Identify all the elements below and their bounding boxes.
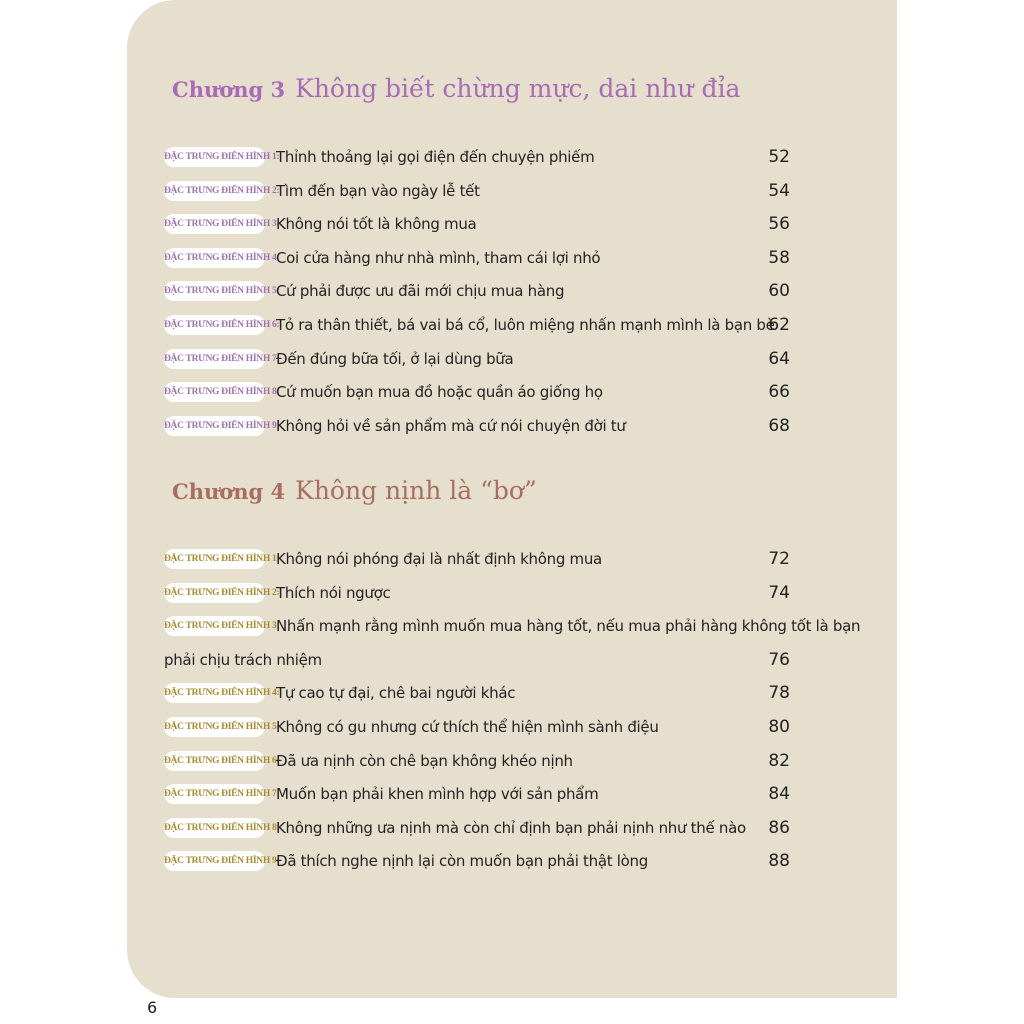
toc-page-number: 84 bbox=[768, 784, 790, 805]
toc-entry bbox=[164, 212, 794, 236]
page-number: 6 bbox=[147, 998, 158, 1017]
toc-entry-title: Cứ phải được ưu đãi mới chịu mua hàng bbox=[276, 282, 565, 301]
toc-entry bbox=[164, 145, 794, 169]
toc-entry-title: Đến đúng bữa tối, ở lại dùng bữa bbox=[276, 349, 514, 368]
toc-page-number: 58 bbox=[768, 247, 790, 268]
chapter-4-number: Chương 4 bbox=[172, 479, 286, 504]
feature-badge: ĐẶC TRƯNG ĐIỂN HÌNH 5: bbox=[164, 281, 265, 301]
toc-entry-title: Không nói phóng đại là nhất định không mua bbox=[276, 550, 602, 568]
toc-page-number: 54 bbox=[768, 180, 790, 201]
toc-entry-title: Thỉnh thoảng lại gọi điện đến chuyện phiếm bbox=[276, 148, 595, 166]
toc-page-number: 82 bbox=[768, 750, 790, 771]
toc-entry bbox=[164, 816, 794, 840]
toc-entry bbox=[164, 547, 794, 571]
toc-entry bbox=[164, 849, 794, 873]
chapter-3-heading bbox=[172, 74, 740, 103]
feature-badge: ĐẶC TRƯNG ĐIỂN HÌNH 8: bbox=[164, 382, 265, 402]
toc-entry-title: Không hỏi về sản phẩm mà cứ nói chuyện đời tư bbox=[276, 416, 626, 435]
feature-badge: ĐẶC TRƯNG ĐIỂN HÌNH 7: bbox=[164, 349, 265, 369]
toc-entry-title: Tự cao tự đại, chê bai người khác bbox=[276, 684, 516, 703]
toc-entry-title: Nhấn mạnh rằng mình muốn mua hàng tốt, nếu mua phải hàng không tốt là bạn bbox=[276, 617, 861, 636]
toc-entry bbox=[164, 681, 794, 705]
toc-entry-title: Không những ưa nịnh mà còn chỉ định bạn phải nịnh như thế nào bbox=[276, 818, 746, 837]
toc-entry-title: Tìm đến bạn vào ngày lễ tết bbox=[276, 181, 480, 200]
feature-badge: ĐẶC TRƯNG ĐIỂN HÌNH 4: bbox=[164, 248, 265, 268]
toc-entry bbox=[164, 347, 794, 371]
toc-entry-title: Không có gu nhưng cứ thích thể hiện mình sành điệu bbox=[276, 718, 659, 736]
chapter-3-title: Không biết chừng mực, dai như đỉa bbox=[295, 74, 741, 103]
toc-page-number: 78 bbox=[768, 683, 790, 704]
toc-entry-title-continued: phải chịu trách nhiệm bbox=[164, 650, 322, 669]
toc-entry bbox=[164, 614, 861, 638]
feature-badge: ĐẶC TRƯNG ĐIỂN HÌNH 1: bbox=[164, 549, 265, 569]
toc-page-number: 60 bbox=[768, 281, 790, 302]
chapter-4-heading bbox=[172, 476, 537, 505]
toc-entry bbox=[164, 380, 794, 404]
toc-page-number: 88 bbox=[768, 851, 790, 872]
toc-entry bbox=[164, 179, 794, 203]
toc-entry bbox=[164, 279, 794, 303]
toc-page-number: 80 bbox=[768, 717, 790, 737]
toc-entry-title: Không nói tốt là không mua bbox=[276, 215, 477, 234]
chapter-4-title: Không nịnh là “bơ” bbox=[295, 476, 537, 505]
chapter-3-number: Chương 3 bbox=[172, 77, 286, 102]
toc-entry-title: Coi cửa hàng như nhà mình, tham cái lợi nhỏ bbox=[276, 248, 601, 267]
toc-entry bbox=[164, 782, 794, 806]
feature-badge: ĐẶC TRƯNG ĐIỂN HÌNH 5: bbox=[164, 717, 265, 737]
toc-page-number: 56 bbox=[768, 214, 790, 235]
toc-page-number: 66 bbox=[768, 382, 790, 403]
toc-page-number: 74 bbox=[768, 582, 790, 603]
feature-badge: ĐẶC TRƯNG ĐIỂN HÌNH 2: bbox=[164, 583, 265, 603]
toc-entry-continuation bbox=[164, 648, 794, 672]
toc-entry-title: Đã thích nghe nịnh lại còn muốn bạn phải thật lòng bbox=[276, 852, 648, 871]
toc-page-number: 64 bbox=[768, 348, 790, 369]
toc-entry bbox=[164, 246, 794, 270]
toc-page-number: 62 bbox=[768, 315, 790, 335]
feature-badge: ĐẶC TRƯNG ĐIỂN HÌNH 4: bbox=[164, 683, 265, 703]
toc-entry-title: Muốn bạn phải khen mình hợp với sản phẩm bbox=[276, 785, 599, 804]
toc-entry-title: Thích nói ngược bbox=[276, 583, 391, 602]
feature-badge: ĐẶC TRƯNG ĐIỂN HÌNH 2: bbox=[164, 181, 265, 201]
toc-entry bbox=[164, 715, 794, 739]
feature-badge: ĐẶC TRƯNG ĐIỂN HÌNH 3: bbox=[164, 214, 265, 234]
toc-entry bbox=[164, 749, 794, 773]
toc-entry-title: Cứ muốn bạn mua đồ hoặc quần áo giống họ bbox=[276, 383, 603, 402]
toc-page-number: 52 bbox=[768, 147, 790, 167]
toc-entry bbox=[164, 414, 794, 438]
feature-badge: ĐẶC TRƯNG ĐIỂN HÌNH 1: bbox=[164, 147, 265, 167]
toc-page-number: 76 bbox=[768, 649, 790, 670]
toc-page-number: 86 bbox=[768, 817, 790, 838]
feature-badge: ĐẶC TRƯNG ĐIỂN HÌNH 6: bbox=[164, 315, 265, 335]
toc-entry bbox=[164, 581, 794, 605]
feature-badge: ĐẶC TRƯNG ĐIỂN HÌNH 6: bbox=[164, 751, 265, 771]
feature-badge: ĐẶC TRƯNG ĐIỂN HÌNH 9: bbox=[164, 851, 265, 871]
toc-entry bbox=[164, 313, 794, 337]
feature-badge: ĐẶC TRƯNG ĐIỂN HÌNH 9: bbox=[164, 416, 265, 436]
toc-entry-title: Tỏ ra thân thiết, bá vai bá cổ, luôn miệng nhấn mạnh mình là bạn bè bbox=[276, 316, 775, 334]
toc-page-number: 68 bbox=[768, 415, 790, 436]
feature-badge: ĐẶC TRƯNG ĐIỂN HÌNH 8: bbox=[164, 818, 265, 838]
toc-page-number: 72 bbox=[768, 549, 790, 569]
feature-badge: ĐẶC TRƯNG ĐIỂN HÌNH 7: bbox=[164, 784, 265, 804]
toc-entry-title: Đã ưa nịnh còn chê bạn không khéo nịnh bbox=[276, 751, 573, 770]
feature-badge: ĐẶC TRƯNG ĐIỂN HÌNH 3: bbox=[164, 616, 265, 636]
